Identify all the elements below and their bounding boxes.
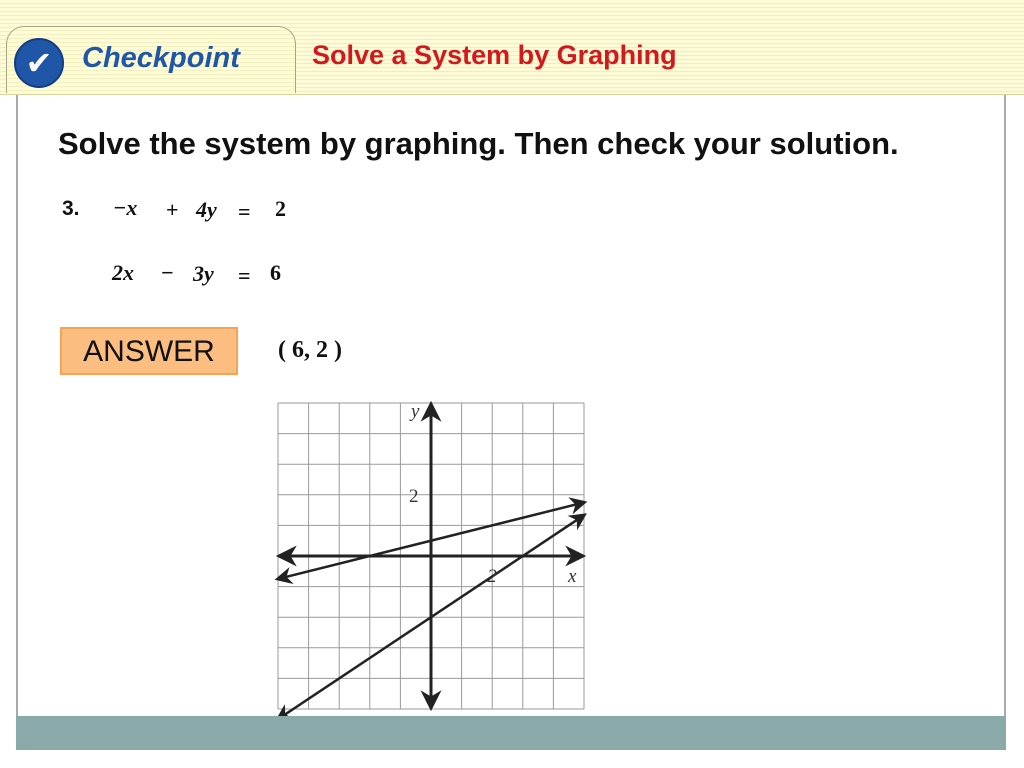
checkpoint-label: Checkpoint xyxy=(82,42,240,74)
footer-bar xyxy=(16,716,1006,750)
eq1-equals: = xyxy=(238,199,251,224)
eq1-operator: + xyxy=(166,197,179,222)
eq2-rhs: 6 xyxy=(270,260,281,285)
eq2-term1: 2x xyxy=(112,260,134,285)
eq1-term1: −x xyxy=(113,195,138,220)
instruction-text: Solve the system by graphing. Then check your solution. xyxy=(58,126,899,161)
graph-labels xyxy=(409,401,577,587)
problem-number: 3. xyxy=(62,197,80,220)
answer-badge: ANSWER xyxy=(60,327,238,375)
eq2-operator: − xyxy=(161,260,174,285)
eq1-rhs: 2 xyxy=(275,196,286,221)
x-axis-label: x xyxy=(568,566,577,587)
eq2-term2: 3y xyxy=(193,261,214,286)
eq2-equals: = xyxy=(238,263,251,288)
coordinate-graph xyxy=(270,398,594,716)
x-tick-label: 2 xyxy=(487,566,497,587)
checkmark-icon: ✔ xyxy=(14,38,64,88)
answer-value: ( 6, 2 ) xyxy=(278,337,342,363)
page-title: Solve a System by Graphing xyxy=(312,40,677,70)
eq1-term2: 4y xyxy=(196,197,217,222)
y-tick-label: 2 xyxy=(409,485,419,507)
graph-axes xyxy=(280,405,582,707)
y-axis-label: y xyxy=(411,401,420,422)
